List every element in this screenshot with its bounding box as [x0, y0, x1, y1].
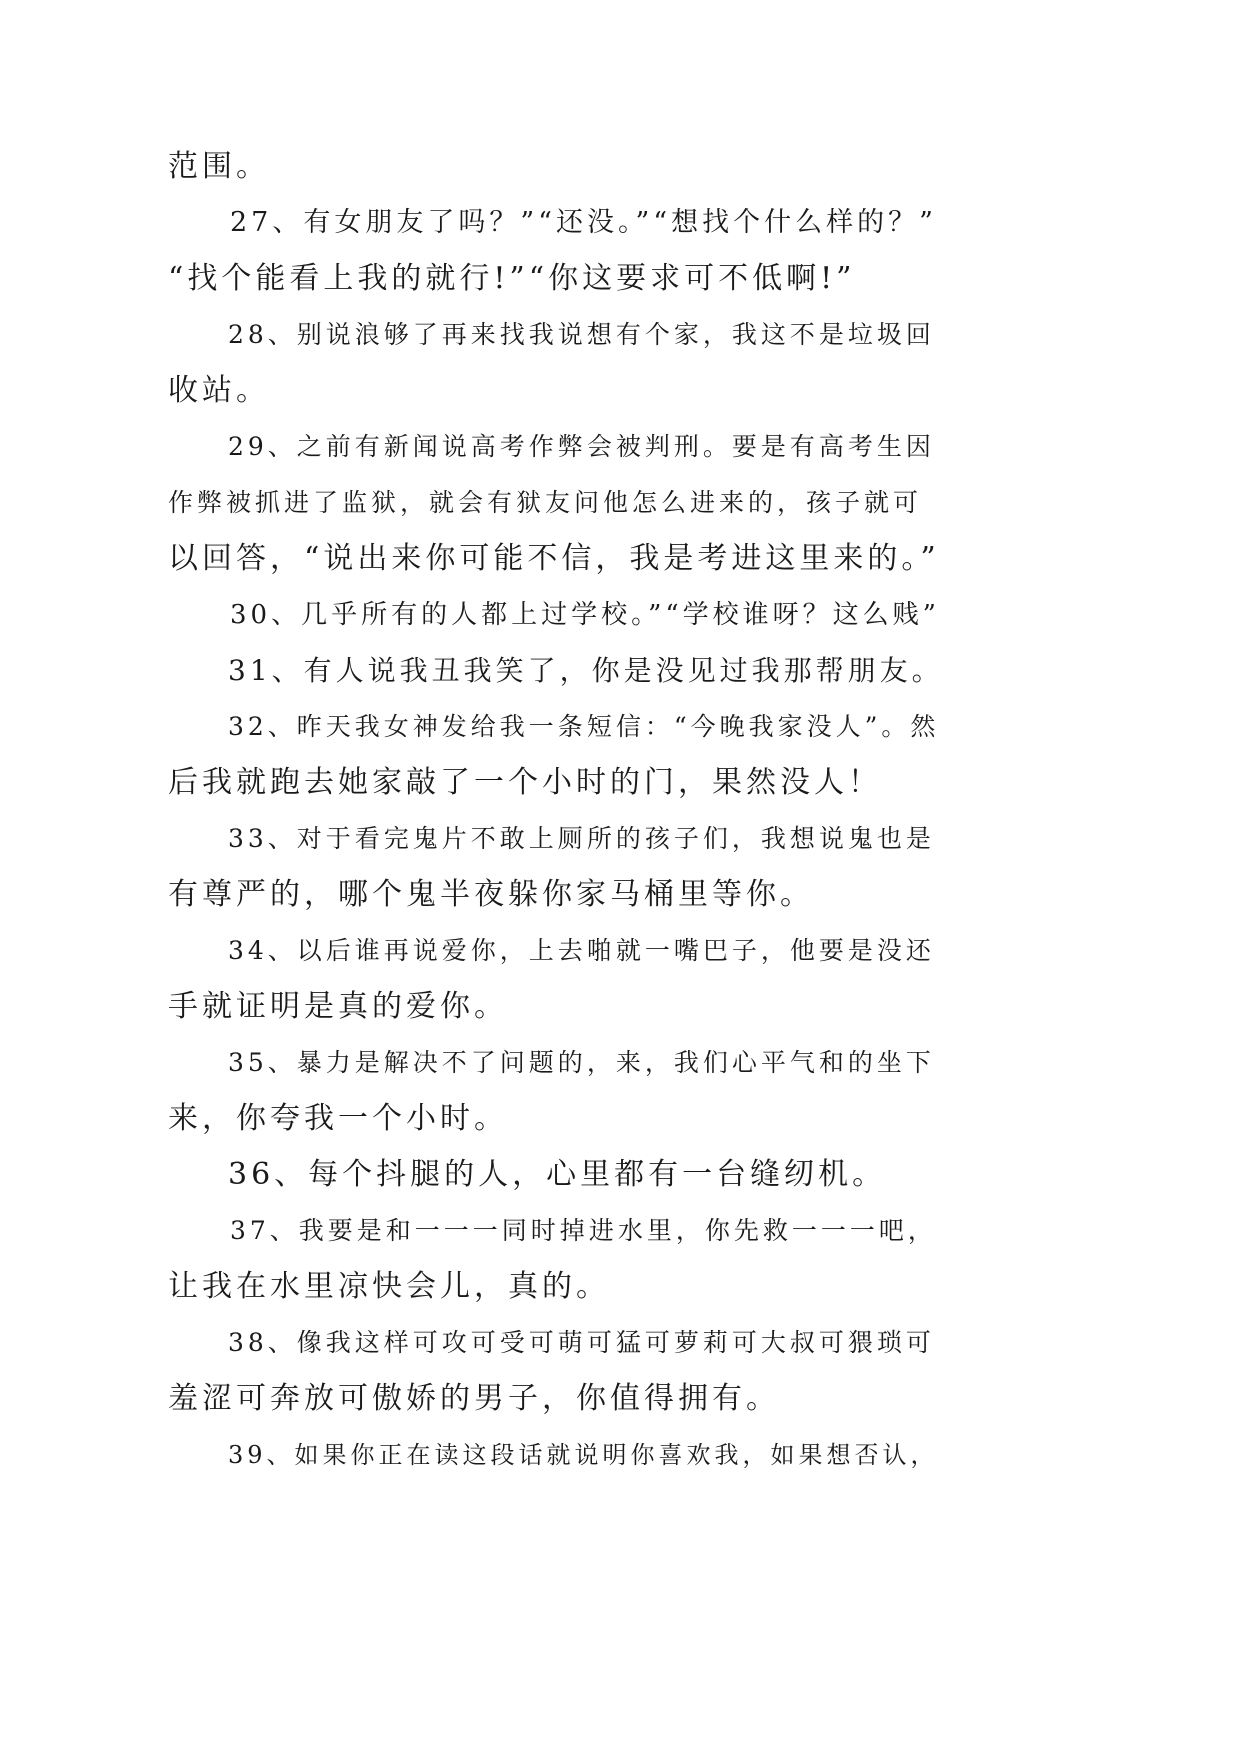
text-line: 后我就跑去她家敲了一个小时的门，果然没人！: [168, 765, 882, 800]
text-line: 32、昨天我女神发给我一条短信：“今晚我家没人”。然: [228, 712, 940, 741]
text-line: 范围。: [168, 149, 270, 184]
text-line: 33、对于看完鬼片不敢上厕所的孩子们，我想说鬼也是: [228, 824, 935, 853]
text-line: 38、像我这样可攻可受可萌可猛可萝莉可大叔可猥琐可: [228, 1328, 935, 1357]
text-line: 30、几乎所有的人都上过学校。”“学校谁呀？这么贱”: [230, 600, 940, 630]
text-line: 37、我要是和一一一同时掉进水里，你先救一一一吧，: [230, 1216, 937, 1245]
text-line: 以回答，“说出来你可能不信，我是考进这里来的。”: [168, 541, 940, 576]
text-line: 28、别说浪够了再来找我说想有个家，我这不是垃圾回: [228, 320, 935, 349]
text-line: 手就证明是真的爱你。: [168, 989, 508, 1024]
text-line: 有尊严的，哪个鬼半夜躲你家马桶里等你。: [168, 877, 814, 912]
text-line: 收站。: [168, 373, 270, 408]
text-line: 31、有人说我丑我笑了，你是没见过我那帮朋友。: [228, 654, 944, 687]
text-line: 29、之前有新闻说高考作弊会被判刑。要是有高考生因: [228, 432, 935, 461]
text-line: 让我在水里凉快会儿，真的。: [168, 1269, 610, 1304]
text-line: 作弊被抓进了监狱，就会有狱友问他怎么进来的，孩子就可: [168, 488, 923, 517]
text-line: 羞涩可奔放可傲娇的男子，你值得拥有。: [168, 1381, 780, 1416]
text-line: 39、如果你正在读这段话就说明你喜欢我，如果想否认，: [228, 1441, 939, 1469]
text-line: 27、有女朋友了吗？”“还没。”“想找个什么样的？”: [230, 207, 937, 238]
text-line: 来，你夸我一个小时。: [168, 1101, 508, 1136]
text-line: 36、每个抖腿的人，心里都有一台缝纫机。: [228, 1157, 887, 1192]
text-line: 34、以后谁再说爱你，上去啪就一嘴巴子，他要是没还: [228, 936, 935, 965]
text-line: 35、暴力是解决不了问题的，来，我们心平气和的坐下: [228, 1048, 935, 1077]
text-line: “找个能看上我的就行!”“你这要求可不低啊!”: [168, 261, 856, 296]
